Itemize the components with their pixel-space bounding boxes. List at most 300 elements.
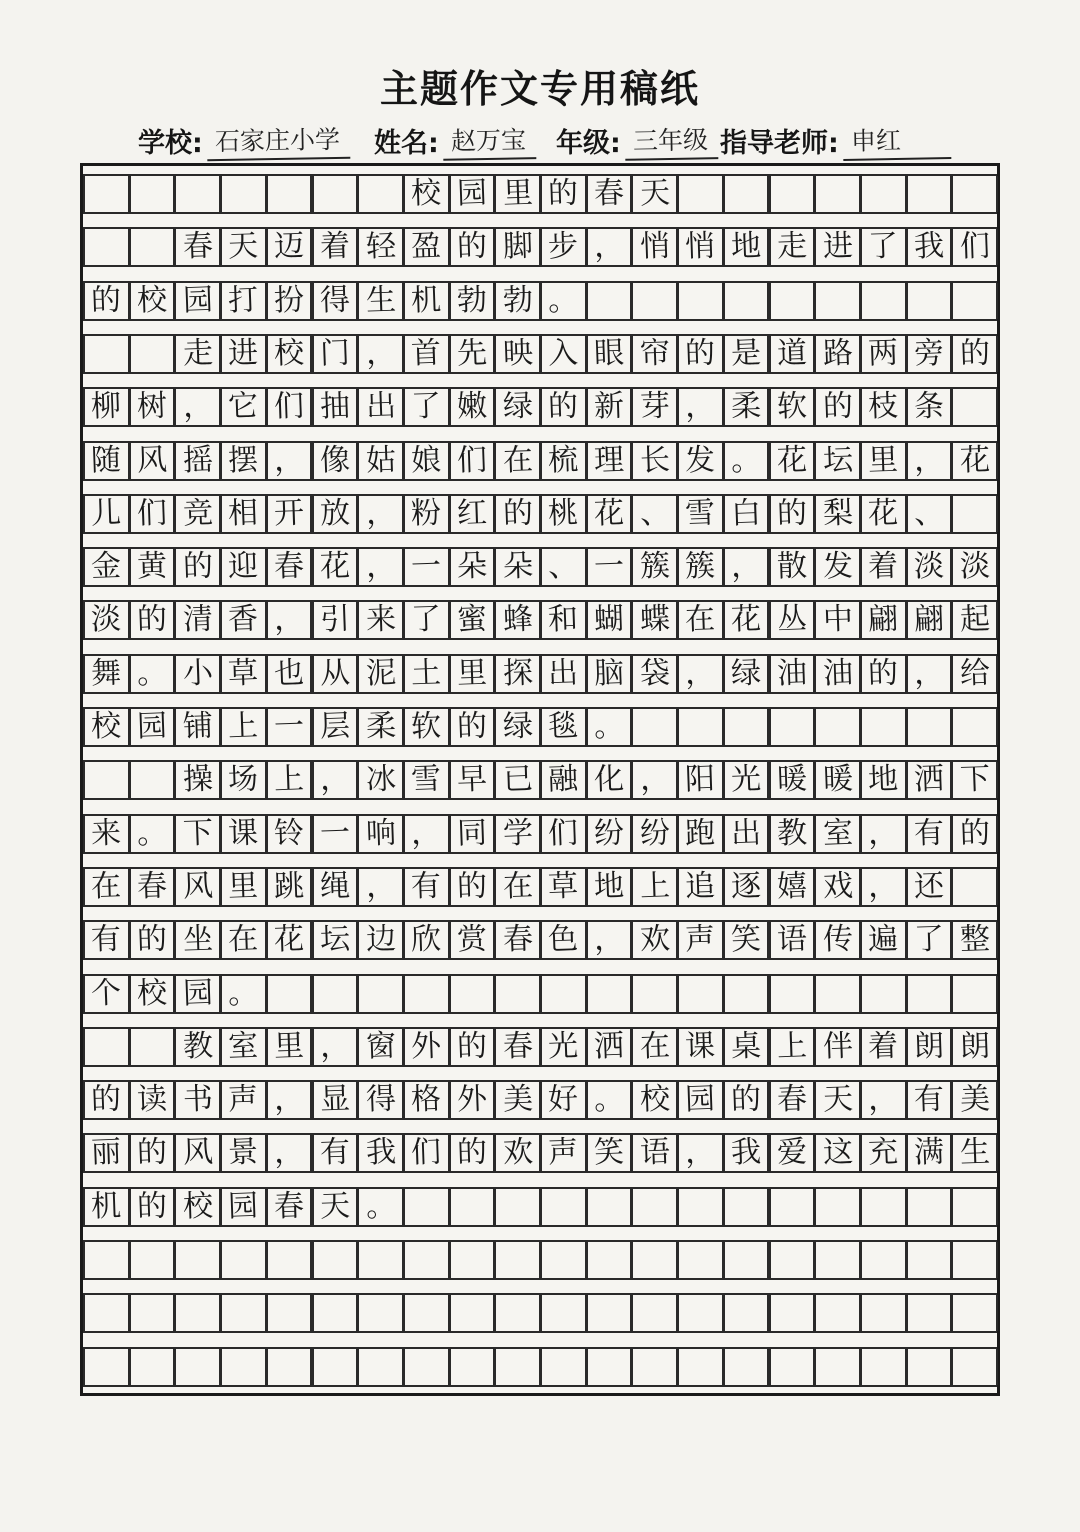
handwritten-char: 了: [410, 388, 442, 425]
grid-cell: [174, 816, 221, 852]
handwritten-char: 的: [959, 815, 991, 852]
grid-cell: [266, 1029, 313, 1065]
grid-cell: [860, 1242, 907, 1278]
grid-cell: [814, 656, 861, 692]
grid-cell: [586, 1189, 633, 1225]
handwritten-char: 。: [364, 1188, 397, 1225]
grid-cell: [814, 1349, 861, 1385]
grid-cell: [357, 1189, 404, 1225]
handwritten-char: 上: [639, 868, 671, 905]
grid-row: [83, 281, 997, 321]
handwritten-char: 淡: [90, 601, 122, 638]
grid-cell: [951, 1242, 998, 1278]
grid-cell: [769, 549, 816, 585]
handwritten-char: 黄: [136, 548, 168, 585]
grid-cell: [174, 1349, 221, 1385]
handwritten-char: ，: [684, 655, 717, 692]
handwritten-char: 草: [227, 655, 260, 692]
handwritten-char: 打: [227, 282, 260, 319]
grid-row: [83, 814, 997, 854]
grid-cell: [357, 762, 404, 798]
handwritten-char: 整: [959, 921, 991, 958]
handwritten-char: 娘: [410, 441, 442, 479]
handwritten-char: ，: [364, 495, 397, 532]
handwritten-char: ，: [684, 1134, 717, 1171]
grid-cell: [312, 336, 359, 372]
handwritten-char: 新: [593, 388, 625, 425]
grid-cell: [174, 443, 221, 479]
grid-cell: [769, 1295, 816, 1331]
handwritten-char: 赏: [456, 921, 488, 958]
handwritten-char: 放: [319, 495, 351, 532]
grid-cell: [83, 762, 130, 798]
handwritten-char: 花: [867, 495, 899, 532]
grid-cell: [951, 922, 998, 958]
grid-row: [83, 654, 997, 694]
handwritten-char: 们: [136, 495, 168, 532]
handwritten-char: 了: [913, 921, 945, 958]
handwritten-char: 儿: [90, 495, 122, 532]
handwritten-char: 的: [182, 548, 214, 585]
handwritten-char: 化: [593, 761, 625, 798]
grid-cell: [266, 176, 313, 212]
grid-cell: [494, 1189, 541, 1225]
grid-cell: [723, 602, 770, 638]
grid-cell: [357, 389, 404, 425]
handwritten-char: 姑: [364, 441, 397, 479]
grid-cell: [357, 922, 404, 958]
grid-cell: [220, 869, 267, 905]
grid-cell: [312, 762, 359, 798]
handwritten-char: 着: [319, 228, 351, 265]
handwritten-char: ，: [639, 761, 671, 798]
handwritten-char: 的: [547, 388, 579, 425]
grid-cell: [860, 549, 907, 585]
handwritten-char: 花: [959, 441, 991, 479]
handwritten-char: 窗: [364, 1028, 397, 1065]
handwritten-char: 柔: [730, 388, 762, 425]
grid-cell: [769, 1082, 816, 1118]
grid-cell: [906, 496, 953, 532]
handwritten-char: 在: [502, 441, 534, 479]
handwritten-char: 走: [776, 228, 808, 265]
grid-cell: [83, 976, 130, 1012]
grid-cell: [312, 1189, 359, 1225]
grid-cell: [814, 1082, 861, 1118]
handwritten-char: 脑: [593, 655, 625, 692]
grid-cell: [312, 443, 359, 479]
grid-cell: [951, 976, 998, 1012]
grid-cell: [220, 176, 267, 212]
grid-cell: [494, 443, 541, 479]
grid-cell: [174, 336, 221, 372]
grid-cell: [723, 443, 770, 479]
handwritten-char: 簇: [684, 548, 717, 585]
grid-cell: [631, 869, 678, 905]
grid-cell: [357, 283, 404, 319]
grid-cell: [220, 389, 267, 425]
grid-cell: [769, 496, 816, 532]
grid-cell: [860, 816, 907, 852]
grid-cell: [586, 229, 633, 265]
handwritten-char: 光: [730, 761, 762, 798]
name-label: 姓名:: [374, 128, 439, 159]
grid-cell: [312, 549, 359, 585]
grid-cell: [83, 389, 130, 425]
grid-cell: [494, 1242, 541, 1278]
grid-cell: [494, 1029, 541, 1065]
grid-cell: [403, 1242, 450, 1278]
grid-cell: [312, 709, 359, 745]
handwritten-char: 美: [959, 1081, 991, 1118]
grid-cell: [403, 283, 450, 319]
handwritten-char: 蜂: [502, 601, 534, 638]
grid-cell: [677, 1082, 724, 1118]
handwritten-char: 同: [456, 815, 488, 852]
grid-cell: [83, 496, 130, 532]
teacher-field: [720, 114, 965, 160]
handwritten-char: 机: [410, 282, 442, 319]
grid-cell: [220, 1029, 267, 1065]
grid-cell: [266, 1135, 313, 1171]
handwritten-char: 生: [959, 1134, 991, 1171]
grid-row: [83, 974, 997, 1014]
grid-cell: [312, 1242, 359, 1278]
grid-cell: [860, 1295, 907, 1331]
grid-cell: [220, 496, 267, 532]
grid-row: [83, 600, 997, 640]
handwritten-char: 欢: [639, 921, 671, 958]
grid-cell: [266, 443, 313, 479]
grid-cell: [174, 869, 221, 905]
grid-cell: [357, 976, 404, 1012]
handwritten-char: 校: [273, 335, 305, 372]
grid-cell: [357, 1135, 404, 1171]
grid-row: [83, 387, 997, 427]
handwritten-char: 课: [227, 815, 260, 852]
grid-cell: [540, 922, 587, 958]
grid-cell: [540, 656, 587, 692]
handwritten-char: 声: [227, 1081, 260, 1118]
handwritten-char: 淡: [959, 548, 991, 585]
handwritten-char: 丽: [90, 1134, 122, 1171]
grid-cell: [494, 602, 541, 638]
grid-cell: [906, 549, 953, 585]
handwritten-char: 逐: [730, 868, 762, 905]
grid-cell: [83, 602, 130, 638]
grid-cell: [723, 1135, 770, 1171]
handwritten-char: 校: [410, 175, 442, 212]
grid-cell: [906, 762, 953, 798]
handwritten-char: 了: [867, 228, 899, 265]
grid-cell: [449, 656, 496, 692]
grid-cell: [586, 443, 633, 479]
handwritten-char: ，: [913, 441, 945, 479]
handwritten-char: 摇: [182, 441, 214, 479]
grid-cell: [403, 176, 450, 212]
handwritten-char: 给: [959, 655, 991, 692]
grid-cell: [403, 1082, 450, 1118]
handwritten-char: 地: [730, 228, 762, 265]
grid-cell: [220, 336, 267, 372]
handwritten-char: 迈: [273, 228, 305, 265]
grid-cell: [906, 976, 953, 1012]
grid-cell: [723, 1082, 770, 1118]
handwritten-char: 还: [913, 868, 945, 905]
handwritten-char: 学: [502, 815, 534, 852]
handwritten-char: 声: [684, 921, 717, 958]
grid-cell: [449, 283, 496, 319]
grid-cell: [449, 709, 496, 745]
grid-cell: [220, 656, 267, 692]
grid-cell: [951, 602, 998, 638]
grid-cell: [83, 1189, 130, 1225]
grid-cell: [860, 443, 907, 479]
handwritten-char: 充: [867, 1134, 899, 1171]
grid-cell: [906, 176, 953, 212]
grid-cell: [677, 976, 724, 1012]
handwritten-char: 天: [319, 1188, 351, 1225]
grid-cell: [814, 816, 861, 852]
handwritten-char: 软: [410, 708, 442, 745]
handwritten-char: 美: [502, 1081, 534, 1118]
grid-cell: [586, 389, 633, 425]
grid-cell: [814, 229, 861, 265]
grid-cell: [174, 549, 221, 585]
grid-cell: [586, 496, 633, 532]
handwritten-char: 的: [90, 282, 122, 319]
grid-cell: [769, 389, 816, 425]
handwritten-char: 春: [273, 1188, 305, 1225]
grid-cell: [631, 709, 678, 745]
grid-cell: [631, 496, 678, 532]
grid-cell: [220, 1295, 267, 1331]
grid-cell: [449, 1029, 496, 1065]
grid-cell: [357, 1242, 404, 1278]
handwritten-char: 遍: [867, 921, 899, 958]
grid-cell: [129, 922, 176, 958]
handwritten-char: 花: [319, 548, 351, 585]
handwritten-char: 蜜: [456, 601, 488, 638]
grid-cell: [449, 976, 496, 1012]
grid-cell: [723, 922, 770, 958]
handwritten-char: ，: [273, 1134, 305, 1171]
grid-cell: [357, 549, 404, 585]
grid-cell: [403, 762, 450, 798]
grid-cell: [494, 709, 541, 745]
grid-cell: [906, 336, 953, 372]
handwritten-char: 竞: [182, 495, 214, 532]
grid-cell: [403, 1349, 450, 1385]
grid-row: [83, 1187, 997, 1227]
grid-cell: [83, 1242, 130, 1278]
grid-cell: [677, 283, 724, 319]
grid-cell: [540, 709, 587, 745]
grid-cell: [906, 1295, 953, 1331]
grid-cell: [540, 1135, 587, 1171]
name-value: 赵万宝: [442, 120, 536, 161]
grid-cell: [266, 976, 313, 1012]
handwritten-char: 园: [182, 974, 214, 1012]
grid-cell: [814, 1029, 861, 1065]
grid-cell: [83, 816, 130, 852]
grid-cell: [951, 1029, 998, 1065]
handwritten-char: 引: [319, 601, 351, 638]
grid-cell: [83, 1029, 130, 1065]
grid-cell: [586, 549, 633, 585]
handwritten-char: 春: [776, 1081, 808, 1118]
grid-cell: [266, 336, 313, 372]
handwritten-char: 笑: [593, 1134, 625, 1171]
handwritten-char: 坛: [821, 441, 854, 479]
grid-cell: [129, 283, 176, 319]
grid-cell: [174, 602, 221, 638]
grid-cell: [403, 976, 450, 1012]
handwritten-char: 纷: [639, 815, 671, 852]
handwritten-char: 草: [547, 868, 579, 905]
handwritten-char: 旁: [913, 335, 945, 372]
grid-cell: [357, 656, 404, 692]
grid-cell: [769, 283, 816, 319]
grid-cell: [174, 1135, 221, 1171]
handwritten-char: 响: [364, 815, 397, 852]
grid-cell: [494, 762, 541, 798]
grid-cell: [357, 869, 404, 905]
handwritten-char: 跑: [684, 815, 717, 852]
teacher-label: 指导老师:: [720, 128, 839, 159]
grid-cell: [494, 976, 541, 1012]
handwritten-char: 的: [456, 708, 488, 745]
grid-cell: [357, 336, 404, 372]
grid-cell: [312, 922, 359, 958]
handwritten-char: 发: [684, 441, 717, 479]
handwritten-char: ，: [319, 761, 351, 798]
grid-cell: [586, 1349, 633, 1385]
grid-cell: [494, 176, 541, 212]
grid-cell: [266, 496, 313, 532]
grid-row: [83, 760, 997, 800]
handwritten-char: 外: [456, 1081, 488, 1118]
handwritten-char: 边: [364, 921, 397, 958]
handwritten-char: 。: [547, 282, 579, 319]
grid-cell: [540, 1349, 587, 1385]
grid-cell: [860, 229, 907, 265]
grid-cell: [906, 1135, 953, 1171]
grid-cell: [951, 1349, 998, 1385]
grid-cell: [357, 443, 404, 479]
handwritten-char: 脚: [502, 228, 534, 265]
handwritten-char: 丛: [776, 601, 808, 638]
grid-cell: [494, 549, 541, 585]
grid-cell: [631, 176, 678, 212]
grid-cell: [540, 1295, 587, 1331]
grid-cell: [723, 389, 770, 425]
grid-cell: [906, 1082, 953, 1118]
handwritten-char: 金: [90, 548, 122, 585]
grid-cell: [951, 336, 998, 372]
grid-cell: [586, 1135, 633, 1171]
grid-cell: [266, 709, 313, 745]
handwritten-char: 柔: [364, 708, 397, 745]
grid-cell: [449, 443, 496, 479]
handwritten-char: 教: [182, 1028, 214, 1065]
handwritten-char: 泥: [364, 655, 397, 692]
handwritten-char: 爱: [776, 1134, 808, 1171]
handwritten-char: 的: [867, 655, 899, 692]
grid-cell: [449, 602, 496, 638]
handwritten-char: 桃: [547, 495, 579, 532]
grid-cell: [723, 1349, 770, 1385]
grid-cell: [906, 922, 953, 958]
grid-cell: [814, 389, 861, 425]
grid-cell: [814, 976, 861, 1012]
handwritten-char: 里: [502, 175, 534, 212]
grid-cell: [769, 336, 816, 372]
handwritten-char: 扮: [273, 282, 305, 319]
handwritten-char: 两: [867, 335, 899, 372]
grid-cell: [723, 336, 770, 372]
grid-cell: [449, 816, 496, 852]
grid-cell: [677, 1189, 724, 1225]
grid-cell: [449, 176, 496, 212]
grid-cell: [586, 976, 633, 1012]
grid-cell: [906, 283, 953, 319]
grid-cell: [449, 1189, 496, 1225]
handwritten-char: 阳: [684, 761, 717, 798]
handwritten-char: 长: [639, 441, 671, 479]
handwritten-char: 、: [639, 495, 671, 532]
grid-cell: [586, 1029, 633, 1065]
handwritten-char: 传: [821, 921, 854, 958]
grid-cell: [83, 1295, 130, 1331]
grid-cell: [860, 496, 907, 532]
grid-cell: [266, 602, 313, 638]
grid-cell: [494, 336, 541, 372]
handwritten-char: 香: [227, 601, 260, 638]
handwritten-char: 上: [273, 761, 305, 798]
handwritten-char: 悄: [639, 228, 671, 265]
handwritten-char: ，: [867, 1081, 899, 1118]
grid-cell: [220, 1242, 267, 1278]
grid-cell: [951, 549, 998, 585]
grid-cell: [220, 1189, 267, 1225]
grid-cell: [357, 816, 404, 852]
handwritten-char: 外: [410, 1028, 442, 1065]
handwritten-char: 天: [821, 1081, 854, 1118]
handwritten-char: 的: [90, 1081, 122, 1118]
handwritten-char: 来: [90, 815, 122, 852]
grid-cell: [540, 1029, 587, 1065]
grid-cell: [769, 602, 816, 638]
handwritten-char: 毯: [547, 708, 579, 745]
handwritten-char: 的: [547, 175, 579, 212]
grid-cell: [906, 602, 953, 638]
grid-cell: [129, 762, 176, 798]
handwritten-char: 铃: [273, 815, 305, 852]
grid-row: [83, 1027, 997, 1067]
grid-cell: [540, 869, 587, 905]
handwritten-char: 我: [730, 1134, 762, 1171]
handwritten-char: 的: [821, 388, 854, 425]
grid-paper: [80, 163, 1000, 1396]
grid-cell: [266, 1082, 313, 1118]
grid-row: [83, 1347, 997, 1387]
grid-cell: [174, 1029, 221, 1065]
handwritten-char: 。: [136, 655, 168, 692]
handwritten-char: 柳: [90, 388, 122, 425]
handwritten-char: 出: [730, 815, 762, 852]
handwritten-char: 走: [182, 335, 214, 372]
